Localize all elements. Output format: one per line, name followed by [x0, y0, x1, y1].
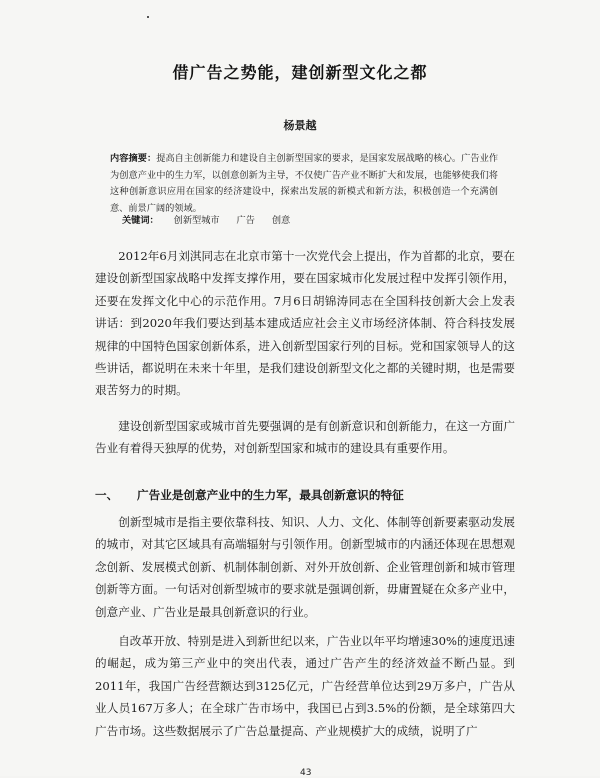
body-paragraph: 创新型城市是指主要依靠科技、知识、人力、文化、体制等创新要素驱动发展的城市，对其它区域具有高端辐射与引领作用。创新型城市的内涵还体现在思想观念创新、发展模式创新、机制体制创新、对外开放创新、企业管理创新和城市管理创新等方面。一句话对创新型城市的要求就是强调创新，毋庸置疑在众多产业中，创意产业、广告业是最具创新意识的行业。	[95, 515, 515, 619]
abstract-label: 内容摘要：	[110, 153, 157, 164]
keywords	[122, 212, 304, 226]
keyword: 创新型城市	[173, 215, 220, 226]
keywords-label: 关键词：	[122, 215, 159, 226]
body-paragraph: 建设创新型国家或城市首先要强调的是有创新意识和创新能力，在这一方面广告业有着得天独厚的优势，对创新型国家和城市的建设具有重要作用。	[95, 419, 515, 456]
page-number: 43	[300, 768, 312, 778]
body-paragraph: 2012年6月刘淇同志在北京市第十一次党代会上提出，作为首都的北京，要在建设创新型国家战略中发挥支撑作用，要在国家城市化发展过程中发挥引领作用，还要在发挥文化中心的示范作用。7月6日胡锦涛同志在全国科技创新大会上发表讲话：到2020年我们要达到基本建成适应社会主义市场经济体制、符合科技发展规律的中国特色国家创新体系，进入创新型国家行列的目标。党和国家领导人的这些讲话，都说明在未来十年里，是我们建设创新型文化之都的关键时期，也是需要艰苦努力的时期。	[95, 249, 515, 398]
article-author: 杨景越	[283, 119, 317, 132]
section-number: 一、	[95, 488, 119, 502]
keyword: 广告	[236, 215, 255, 226]
scan-speck	[147, 16, 149, 18]
section-heading	[95, 487, 515, 503]
abstract-text: 提高自主创新能力和建设自主创新型国家的要求，是国家发展战略的核心。广告业作为创意产业中的生力军，以创意创新为主导，不仅使广告产业不断扩大和发展，也能够使我们将这种创新意识应用在国家的经济建设中，探索出发展的新模式和新方法，积极创造一个充满创意、前景广阔的领域。	[110, 153, 499, 214]
body-paragraph: 自改革开放、特别是进入到新世纪以来，广告业以年平均增速30%的速度迅速的崛起，成为第三产业中的突出代表，通过广告产生的经济效益不断凸显。到2011年，我国广告经营额达到3125亿元，广告经营单位达到29万多户，广告从业人员167万多人；在全球广告市场中，我国已占到3.5%的份额，是全球第四大广告市场。这些数据展示了广告总量提高、产业规模扩大的成绩，说明了广	[95, 634, 515, 738]
section-title: 广告业是创意产业中的生力军，最具创新意识的特征	[137, 488, 404, 502]
keyword: 创意	[271, 215, 291, 226]
article-title: 借广告之势能，建创新型文化之都	[172, 63, 428, 82]
abstract	[110, 151, 498, 217]
